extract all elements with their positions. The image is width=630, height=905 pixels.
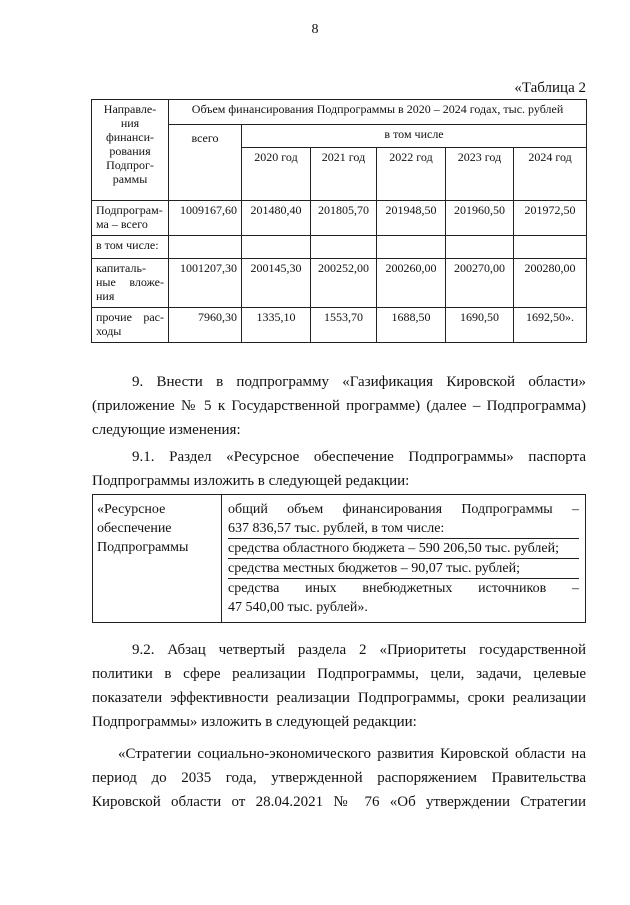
cell-2020: 1335,10 xyxy=(242,308,311,343)
cell-total: 7960,30 xyxy=(169,308,242,343)
resource-table xyxy=(92,494,586,623)
year-header: 2020 год xyxy=(242,148,311,201)
year-header: 2022 год xyxy=(377,148,446,201)
year-header: 2023 год xyxy=(446,148,514,201)
cell-total: 1009167,60 xyxy=(169,201,242,236)
total-header: всего xyxy=(169,125,242,201)
cell-2023: 201960,50 xyxy=(446,201,514,236)
resource-label: «Ресурсное обеспечение Подпрограммы xyxy=(93,495,222,623)
table-row xyxy=(92,236,587,259)
cell-2021: 200252,00 xyxy=(311,259,377,308)
cell-2024: 1692,50». xyxy=(514,308,587,343)
cell-2022: 201948,50 xyxy=(377,201,446,236)
resource-value: общий объем финансирования Подпрограммы – 637 836,57 тыс. рублей, в том числе: средства областного бюджета – 590 206,50 тыс. рублей; средства местных бюджетов – 90,07 тыс. рублей; средства иных внебюджетных источников – 47 540,00 тыс. рублей». xyxy=(222,495,586,623)
cell-2024: 200280,00 xyxy=(514,259,587,308)
row-label: Подпрограм- ма – всего xyxy=(92,201,169,236)
paragraph-9: 9. Внести в подпрограмму «Газификация Кировской области» (приложение № 5 к Государственной программе) (далее – Подпрограмма) следующие изменения: xyxy=(92,374,586,438)
year-header: 2024 год xyxy=(514,148,587,201)
cell-2022: 200260,00 xyxy=(377,259,446,308)
table-row xyxy=(92,259,587,308)
row-label: капиталь- ные вложе- ния xyxy=(92,259,169,308)
row-label: прочие рас- ходы xyxy=(92,308,169,343)
direction-header: Направле- ния финанси- рования Подпрог- раммы xyxy=(92,100,169,201)
cell-2022: 1688,50 xyxy=(377,308,446,343)
cell-2023: 200270,00 xyxy=(446,259,514,308)
paragraph-9-1: 9.1. Раздел «Ресурсное обеспечение Подпрограммы» паспорта Подпрограммы изложить в следующей редакции: xyxy=(92,449,586,489)
cell-2020: 201480,40 xyxy=(242,201,311,236)
paragraph-9-2: 9.2. Абзац четвертый раздела 2 «Приоритеты государственной политики в сфере реализации Подпрограммы, цели, задачи, целевые показатели эффективности реализации Подпрограммы, сроки реализации Подпрограммы» изложить в следующей редакции: xyxy=(92,642,586,730)
volume-header: Объем финансирования Подпрограммы в 2020 – 2024 годах, тыс. рублей xyxy=(169,100,587,125)
cell-total: 1001207,30 xyxy=(169,259,242,308)
cell-2020: 200145,30 xyxy=(242,259,311,308)
cell-2021: 1553,70 xyxy=(311,308,377,343)
financing-table xyxy=(91,99,587,343)
table-caption: «Таблица 2 xyxy=(514,80,586,96)
cell-2024: 201972,50 xyxy=(514,201,587,236)
year-header: 2021 год xyxy=(311,148,377,201)
paragraph-strategy: «Стратегии социально-экономического развития Кировской области на период до 2035 года, утвержденной распоряжением Правительства Кировской области от 28.04.2021 № 76 «Об утверждении Стратегии xyxy=(92,746,586,810)
page-number: 8 xyxy=(311,22,319,37)
cell-2021: 201805,70 xyxy=(311,201,377,236)
cell-2023: 1690,50 xyxy=(446,308,514,343)
table-row xyxy=(92,201,587,236)
incl-header: в том числе xyxy=(242,125,587,148)
row-label: в том числе: xyxy=(92,236,169,259)
table-row xyxy=(92,308,587,343)
